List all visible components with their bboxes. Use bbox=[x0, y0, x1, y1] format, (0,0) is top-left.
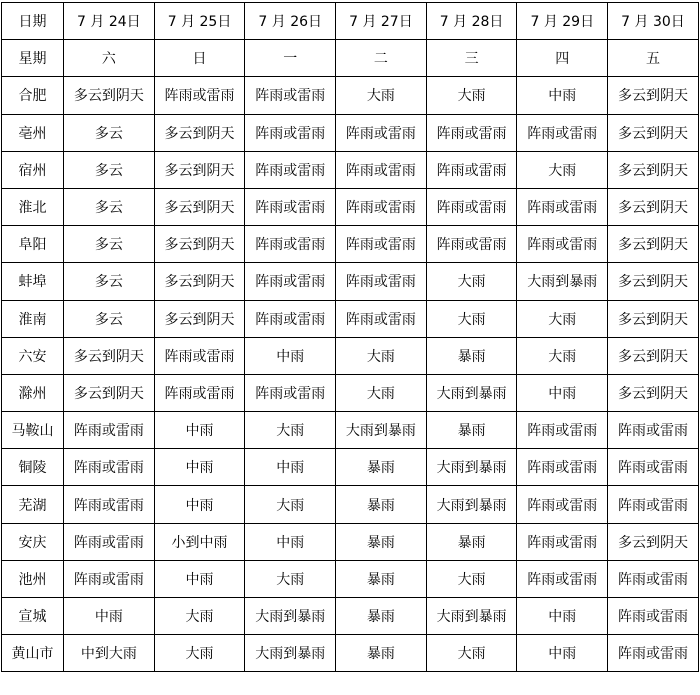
forecast-cell: 阵雨或雷雨 bbox=[154, 77, 245, 114]
table-row bbox=[2, 263, 699, 300]
forecast-cell: 阵雨或雷雨 bbox=[245, 114, 336, 151]
weekday-row bbox=[2, 40, 699, 77]
forecast-cell: 阵雨或雷雨 bbox=[64, 523, 155, 560]
forecast-cell: 多云到阴天 bbox=[154, 226, 245, 263]
forecast-cell: 阵雨或雷雨 bbox=[336, 226, 427, 263]
city-name-cell: 安庆 bbox=[2, 523, 64, 560]
forecast-cell: 阵雨或雷雨 bbox=[336, 151, 427, 188]
forecast-cell: 大雨到暴雨 bbox=[426, 449, 517, 486]
forecast-cell: 小到中雨 bbox=[154, 523, 245, 560]
forecast-cell: 阵雨或雷雨 bbox=[64, 449, 155, 486]
table-row bbox=[2, 486, 699, 523]
forecast-cell: 中雨 bbox=[245, 523, 336, 560]
city-name-cell: 六安 bbox=[2, 337, 64, 374]
forecast-cell: 大雨 bbox=[245, 412, 336, 449]
forecast-cell: 阵雨或雷雨 bbox=[608, 412, 699, 449]
forecast-cell: 暴雨 bbox=[336, 449, 427, 486]
forecast-cell: 大雨到暴雨 bbox=[245, 598, 336, 635]
forecast-cell: 大雨 bbox=[426, 300, 517, 337]
forecast-cell: 多云到阴天 bbox=[608, 300, 699, 337]
forecast-cell: 阵雨或雷雨 bbox=[517, 114, 608, 151]
forecast-cell: 多云到阴天 bbox=[608, 114, 699, 151]
forecast-cell: 多云到阴天 bbox=[64, 374, 155, 411]
city-name-cell: 亳州 bbox=[2, 114, 64, 151]
forecast-cell: 阵雨或雷雨 bbox=[245, 374, 336, 411]
forecast-cell: 多云到阴天 bbox=[154, 300, 245, 337]
forecast-cell: 大雨 bbox=[336, 337, 427, 374]
city-name-cell: 合肥 bbox=[2, 77, 64, 114]
forecast-cell: 中雨 bbox=[154, 412, 245, 449]
city-name-cell: 铜陵 bbox=[2, 449, 64, 486]
forecast-cell: 大雨 bbox=[426, 560, 517, 597]
forecast-table-body bbox=[2, 3, 699, 672]
table-row bbox=[2, 523, 699, 560]
city-name-cell: 淮北 bbox=[2, 188, 64, 225]
forecast-cell: 中雨 bbox=[64, 598, 155, 635]
forecast-cell: 中雨 bbox=[517, 374, 608, 411]
forecast-cell: 中雨 bbox=[154, 560, 245, 597]
forecast-cell: 多云到阴天 bbox=[608, 374, 699, 411]
forecast-cell: 阵雨或雷雨 bbox=[336, 188, 427, 225]
table-row bbox=[2, 337, 699, 374]
forecast-cell: 阵雨或雷雨 bbox=[426, 226, 517, 263]
date-cell: 7 月 30日 bbox=[608, 3, 699, 40]
forecast-cell: 大雨到暴雨 bbox=[245, 635, 336, 672]
forecast-cell: 大雨 bbox=[517, 337, 608, 374]
weekday-cell: 二 bbox=[336, 40, 427, 77]
forecast-cell: 阵雨或雷雨 bbox=[517, 188, 608, 225]
city-name-cell: 滁州 bbox=[2, 374, 64, 411]
table-row bbox=[2, 188, 699, 225]
forecast-cell: 阵雨或雷雨 bbox=[517, 486, 608, 523]
forecast-cell: 阵雨或雷雨 bbox=[608, 598, 699, 635]
forecast-cell: 多云到阴天 bbox=[154, 151, 245, 188]
forecast-cell: 阵雨或雷雨 bbox=[517, 226, 608, 263]
forecast-cell: 大雨 bbox=[426, 263, 517, 300]
table-row bbox=[2, 412, 699, 449]
forecast-cell: 大雨到暴雨 bbox=[336, 412, 427, 449]
forecast-cell: 阵雨或雷雨 bbox=[245, 300, 336, 337]
forecast-cell: 阵雨或雷雨 bbox=[426, 151, 517, 188]
forecast-cell: 阵雨或雷雨 bbox=[245, 151, 336, 188]
forecast-cell: 阵雨或雷雨 bbox=[517, 412, 608, 449]
forecast-cell: 大雨到暴雨 bbox=[426, 486, 517, 523]
forecast-cell: 大雨 bbox=[154, 598, 245, 635]
table-row bbox=[2, 449, 699, 486]
forecast-cell: 暴雨 bbox=[336, 486, 427, 523]
forecast-cell: 阵雨或雷雨 bbox=[608, 449, 699, 486]
city-name-cell: 马鞍山 bbox=[2, 412, 64, 449]
forecast-cell: 多云到阴天 bbox=[608, 77, 699, 114]
date-cell: 7 月 25日 bbox=[154, 3, 245, 40]
city-name-cell: 宣城 bbox=[2, 598, 64, 635]
weekday-cell: 三 bbox=[426, 40, 517, 77]
forecast-cell: 阵雨或雷雨 bbox=[336, 263, 427, 300]
forecast-cell: 阵雨或雷雨 bbox=[608, 560, 699, 597]
table-row bbox=[2, 114, 699, 151]
date-cell: 7 月 24日 bbox=[64, 3, 155, 40]
forecast-cell: 多云到阴天 bbox=[154, 114, 245, 151]
weekday-cell: 五 bbox=[608, 40, 699, 77]
forecast-cell: 阵雨或雷雨 bbox=[517, 523, 608, 560]
forecast-cell: 阵雨或雷雨 bbox=[336, 300, 427, 337]
forecast-cell: 阵雨或雷雨 bbox=[426, 188, 517, 225]
forecast-cell: 中雨 bbox=[154, 486, 245, 523]
forecast-cell: 多云 bbox=[64, 151, 155, 188]
forecast-cell: 多云到阴天 bbox=[64, 337, 155, 374]
weekday-cell: 四 bbox=[517, 40, 608, 77]
forecast-cell: 多云到阴天 bbox=[154, 263, 245, 300]
forecast-cell: 大雨 bbox=[245, 560, 336, 597]
weather-forecast-table bbox=[1, 2, 699, 672]
forecast-cell: 阵雨或雷雨 bbox=[245, 188, 336, 225]
forecast-cell: 阵雨或雷雨 bbox=[154, 374, 245, 411]
date-cell: 7 月 26日 bbox=[245, 3, 336, 40]
forecast-cell: 阵雨或雷雨 bbox=[154, 337, 245, 374]
date-cell: 7 月 27日 bbox=[336, 3, 427, 40]
forecast-cell: 阵雨或雷雨 bbox=[245, 263, 336, 300]
forecast-cell: 阵雨或雷雨 bbox=[608, 635, 699, 672]
city-name-cell: 宿州 bbox=[2, 151, 64, 188]
table-row bbox=[2, 374, 699, 411]
forecast-cell: 阵雨或雷雨 bbox=[517, 560, 608, 597]
forecast-cell: 大雨 bbox=[336, 374, 427, 411]
forecast-cell: 阵雨或雷雨 bbox=[336, 114, 427, 151]
forecast-cell: 大雨 bbox=[426, 77, 517, 114]
city-name-cell: 蚌埠 bbox=[2, 263, 64, 300]
forecast-cell: 暴雨 bbox=[336, 560, 427, 597]
city-name-cell: 阜阳 bbox=[2, 226, 64, 263]
table-row bbox=[2, 77, 699, 114]
city-name-cell: 淮南 bbox=[2, 300, 64, 337]
header-row bbox=[2, 3, 699, 40]
forecast-cell: 多云 bbox=[64, 226, 155, 263]
forecast-cell: 大雨 bbox=[426, 635, 517, 672]
forecast-cell: 多云 bbox=[64, 300, 155, 337]
forecast-cell: 多云 bbox=[64, 114, 155, 151]
forecast-cell: 大雨 bbox=[517, 151, 608, 188]
forecast-cell: 大雨到暴雨 bbox=[517, 263, 608, 300]
forecast-cell: 大雨 bbox=[336, 77, 427, 114]
table-row bbox=[2, 560, 699, 597]
table-row bbox=[2, 226, 699, 263]
forecast-cell: 阵雨或雷雨 bbox=[64, 412, 155, 449]
forecast-cell: 多云到阴天 bbox=[608, 226, 699, 263]
forecast-cell: 暴雨 bbox=[426, 523, 517, 560]
table-row bbox=[2, 598, 699, 635]
forecast-cell: 暴雨 bbox=[336, 598, 427, 635]
forecast-cell: 多云到阴天 bbox=[608, 263, 699, 300]
forecast-cell: 暴雨 bbox=[426, 337, 517, 374]
forecast-cell: 阵雨或雷雨 bbox=[64, 560, 155, 597]
date-cell: 7 月 29日 bbox=[517, 3, 608, 40]
forecast-cell: 暴雨 bbox=[336, 635, 427, 672]
table-row bbox=[2, 300, 699, 337]
forecast-cell: 多云到阴天 bbox=[608, 337, 699, 374]
forecast-cell: 多云 bbox=[64, 188, 155, 225]
forecast-cell: 中雨 bbox=[517, 598, 608, 635]
forecast-cell: 中雨 bbox=[154, 449, 245, 486]
forecast-cell: 多云 bbox=[64, 263, 155, 300]
weekday-header-label: 星期 bbox=[2, 40, 64, 77]
weekday-cell: 一 bbox=[245, 40, 336, 77]
forecast-cell: 暴雨 bbox=[336, 523, 427, 560]
forecast-cell: 阵雨或雷雨 bbox=[64, 486, 155, 523]
weekday-cell: 六 bbox=[64, 40, 155, 77]
forecast-cell: 中雨 bbox=[245, 449, 336, 486]
forecast-cell: 暴雨 bbox=[426, 412, 517, 449]
weekday-cell: 日 bbox=[154, 40, 245, 77]
table-row bbox=[2, 635, 699, 672]
forecast-cell: 中雨 bbox=[245, 337, 336, 374]
forecast-cell: 多云到阴天 bbox=[608, 151, 699, 188]
forecast-cell: 大雨到暴雨 bbox=[426, 598, 517, 635]
forecast-cell: 阵雨或雷雨 bbox=[426, 114, 517, 151]
forecast-cell: 多云到阴天 bbox=[608, 523, 699, 560]
date-cell: 7 月 28日 bbox=[426, 3, 517, 40]
forecast-cell: 阵雨或雷雨 bbox=[245, 226, 336, 263]
table-row bbox=[2, 151, 699, 188]
date-header-label: 日期 bbox=[2, 3, 64, 40]
forecast-cell: 阵雨或雷雨 bbox=[245, 77, 336, 114]
forecast-cell: 多云到阴天 bbox=[154, 188, 245, 225]
forecast-cell: 中到大雨 bbox=[64, 635, 155, 672]
forecast-cell: 中雨 bbox=[517, 77, 608, 114]
forecast-cell: 大雨 bbox=[517, 300, 608, 337]
forecast-cell: 中雨 bbox=[517, 635, 608, 672]
forecast-cell: 大雨到暴雨 bbox=[426, 374, 517, 411]
forecast-cell: 大雨 bbox=[245, 486, 336, 523]
city-name-cell: 黄山市 bbox=[2, 635, 64, 672]
city-name-cell: 池州 bbox=[2, 560, 64, 597]
forecast-cell: 大雨 bbox=[154, 635, 245, 672]
forecast-cell: 阵雨或雷雨 bbox=[608, 486, 699, 523]
city-name-cell: 芜湖 bbox=[2, 486, 64, 523]
forecast-cell: 多云到阴天 bbox=[64, 77, 155, 114]
forecast-cell: 多云到阴天 bbox=[608, 188, 699, 225]
forecast-cell: 阵雨或雷雨 bbox=[517, 449, 608, 486]
